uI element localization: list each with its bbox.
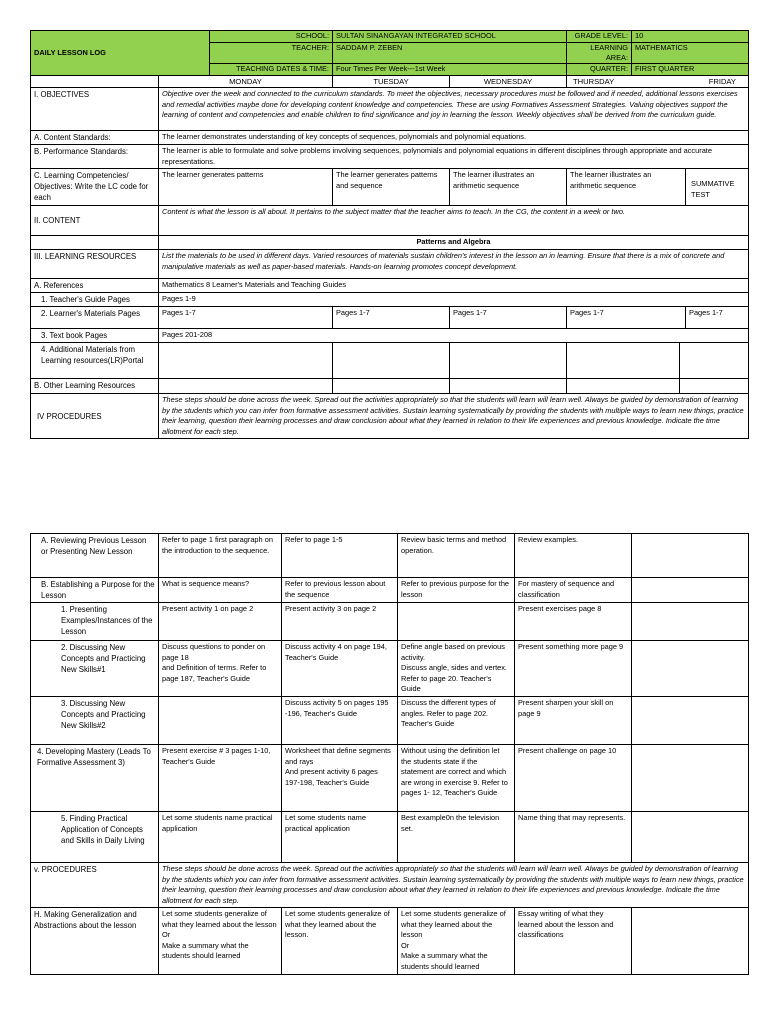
lesson-log-table-page1 xyxy=(30,30,749,439)
performance-standards-label: B. Performance Standards: xyxy=(31,145,159,169)
dates-value: Four Times Per Week---1st Week xyxy=(333,64,567,76)
dates-label: TEACHING DATES & TIME: xyxy=(210,64,333,76)
purpose-tuesday: Refer to previous lesson about the sequence xyxy=(282,578,398,603)
practical-wednesday: Best example0n the television set. xyxy=(398,812,515,863)
discussing1-wednesday: Define angle based on previous activity. Discuss angle, sides and vertex. Refer to page 20. Teacher's Guide xyxy=(398,641,515,697)
discussing1-tuesday: Discuss activity 4 on page 194, Teacher's Guide xyxy=(282,641,398,697)
practical-label: 5. Finding Practical Application of Concepts and Skills in Daily Living xyxy=(31,812,159,863)
competencies-monday: The learner generates patterns xyxy=(159,169,333,206)
discussing1-label: 2. Discussing New Concepts and Practicing New Skills#1 xyxy=(31,641,159,697)
competencies-thursday: The learner illustrates an arithmetic sequence xyxy=(567,169,686,205)
presenting-label: 1. Presenting Examples/Instances of the Lesson xyxy=(31,603,159,641)
grade-label: GRADE LEVEL: xyxy=(567,31,632,43)
reviewing-wednesday: Review basic terms and method operation. xyxy=(398,534,515,578)
discussing2-wednesday: Discuss the different types of angles. Refer to page 202. Teacher's Guide xyxy=(398,697,515,745)
school-value: SULTAN SINANGAYAN INTEGRATED SCHOOL xyxy=(333,31,567,43)
generalization-tuesday: Let some students generalize of what they learned about the lesson. xyxy=(282,908,398,975)
discussing2-monday xyxy=(159,697,282,745)
discussing2-thursday: Present sharpen your skill on page 9 xyxy=(515,697,632,745)
content-topic: Patterns and Algebra xyxy=(159,236,749,250)
mastery-tuesday: Worksheet that define segments and rays And present activity 6 pages 197-198, Teacher's Guide xyxy=(282,745,398,812)
school-label: SCHOOL: xyxy=(210,31,333,43)
presenting-monday: Present activity 1 on page 2 xyxy=(159,603,282,641)
generalization-thursday: Essay writing of what they learned about the lesson and classifications xyxy=(515,908,632,975)
lm-pages-friday: Pages 1-7 xyxy=(689,308,723,317)
textbook-pages-label: 3. Text book Pages xyxy=(31,329,159,343)
presenting-tuesday: Present activity 3 on page 2 xyxy=(282,603,398,641)
competencies-wednesday: The learner illustrates an arithmetic sequence xyxy=(450,169,567,206)
generalization-label: H. Making Generalization and Abstractions about the lesson xyxy=(31,908,159,975)
quarter-value: FIRST QUARTER xyxy=(632,64,749,76)
generalization-monday: Let some students generalize of what they learned about the lesson Or Make a summary what the students should learned xyxy=(159,908,282,975)
discussing2-label: 3. Discussing New Concepts and Practicing New Skills#2 xyxy=(31,697,159,745)
objectives-label: I. OBJECTIVES xyxy=(31,88,159,131)
procedures-label: IV PROCEDURES xyxy=(31,394,159,439)
log-title: DAILY LESSON LOG xyxy=(31,31,210,76)
purpose-friday xyxy=(632,578,749,603)
tg-pages-monday: Pages 1-9 xyxy=(159,293,749,307)
purpose-wednesday: Refer to previous purpose for the lesson xyxy=(398,578,515,603)
lesson-log-table-page2 xyxy=(30,533,749,975)
discussing1-friday xyxy=(632,641,749,697)
reviewing-thursday: Review examples. xyxy=(515,534,632,578)
content-standards-text: The learner demonstrates understanding of key concepts of sequences, polynomials and polynomial equations. xyxy=(159,131,749,145)
area-label: LEARNING AREA: xyxy=(567,43,632,64)
day-friday: FRIDAY xyxy=(708,77,737,86)
lm-pages-tuesday: Pages 1-7 xyxy=(333,307,450,329)
grade-value: 10 xyxy=(632,31,749,43)
textbook-pages-monday: Pages 201-208 xyxy=(159,329,749,343)
area-value: MATHEMATICS xyxy=(632,43,749,64)
competencies-tuesday: The learner generates patterns and sequence xyxy=(333,169,450,206)
discussing2-tuesday: Discuss activity 5 on pages 195 -196, Teacher's Guide xyxy=(282,697,398,745)
content-text: Content is what the lesson is all about. It pertains to the subject matter that the teacher aims to teach. In the CG, the content in a week or two. xyxy=(159,206,749,236)
reviewing-friday xyxy=(632,534,749,578)
presenting-thursday: Present exercises page 8 xyxy=(515,603,632,641)
presenting-wednesday xyxy=(398,603,515,641)
discussing2-friday xyxy=(632,697,749,745)
teacher-label: TEACHER: xyxy=(210,43,333,64)
quarter-label: QUARTER: xyxy=(567,64,632,76)
practical-thursday: Name thing that may represents. xyxy=(515,812,632,863)
lm-pages-monday: Pages 1-7 xyxy=(159,307,333,329)
tg-pages-label: 1. Teacher's Guide Pages xyxy=(31,293,159,307)
references-label: A. References xyxy=(31,279,159,293)
discussing1-thursday: Present something more page 9 xyxy=(515,641,632,697)
generalization-friday xyxy=(632,908,749,975)
competencies-friday: SUMMATIVE TEST xyxy=(691,179,735,199)
day-wednesday: WEDNESDAY xyxy=(450,76,567,88)
reviewing-label: A. Reviewing Previous Lesson or Presenting New Lesson xyxy=(31,534,159,578)
content-label: II. CONTENT xyxy=(31,206,159,236)
lm-pages-thursday: Pages 1-7 xyxy=(567,307,686,328)
mastery-monday: Present exercise # 3 pages 1-10, Teacher's Guide xyxy=(159,745,282,812)
performance-standards-text: The learner is able to formulate and solve problems involving sequences, polynomials and polynomial equations in different disciplines through appropriate and accurate representations. xyxy=(159,145,749,169)
discussing1-monday: Discuss questions to ponder on page 18 and Definition of terms. Refer to page 187, Teacher's Guide xyxy=(159,641,282,697)
day-thursday: THURSDAY xyxy=(573,77,615,86)
additional-materials-label: 4. Additional Materials from Learning resources(LR)Portal xyxy=(31,343,159,379)
lm-pages-wednesday: Pages 1-7 xyxy=(450,307,567,329)
purpose-monday: What is sequence means? xyxy=(159,578,282,603)
mastery-wednesday: Without using the definition let the students state if the statement are correct and which are wrong in exercise 9. Refer to pages 1- 12, Teacher's Guide xyxy=(398,745,515,812)
purpose-label: B. Establishing a Purpose for the Lesson xyxy=(31,578,159,603)
procedures2-label: v. PROCEDURES xyxy=(31,863,159,908)
purpose-thursday: For mastery of sequence and classification xyxy=(515,578,632,603)
content-standards-label: A. Content Standards: xyxy=(31,131,159,145)
generalization-wednesday: Let some students generalize of what they learned about the lesson Or Make a summary what the students should learned xyxy=(398,908,515,975)
reviewing-monday: Refer to page 1 first paragraph on the introduction to the sequence. xyxy=(159,534,282,578)
lm-pages-label: 2. Learner's Materials Pages xyxy=(31,307,159,329)
practical-friday xyxy=(632,812,749,863)
resources-text: List the materials to be used in different days. Varied resources of materials sustain children's interest in the lesson an in learning. Ensure that there is a mix of concrete and manipulative materials as well as paper-based materials. Hands-on learning promotes concept development. xyxy=(159,250,749,279)
practical-tuesday: Let some students name practical application xyxy=(282,812,398,863)
reviewing-tuesday: Refer to page 1-5 xyxy=(282,534,398,578)
references-text: Mathematics 8 Learner's Materials and Teaching Guides xyxy=(159,279,749,293)
teacher-value: SADDAM P. ZEBEN xyxy=(333,43,567,64)
resources-label: III. LEARNING RESOURCES xyxy=(31,250,159,279)
day-tuesday: TUESDAY xyxy=(333,76,450,88)
mastery-friday xyxy=(632,745,749,812)
competencies-label: C. Learning Competencies/ Objectives: Write the LC code for each xyxy=(31,169,159,206)
procedures-text: These steps should be done across the week. Spread out the activities appropriately so that the students will learn will learn well. Always be guided by demonstration of learning by the students which you can infer from formative assessment activities. Sustain learning systematically by providing the students with multiple ways to learn new things, practice their learning, question their learning processes and draw conclusion about what they learned in relation to their life experiences and previous knowledge. Indicate the time allotment for each step. xyxy=(159,394,749,439)
day-monday: MONDAY xyxy=(159,76,333,88)
practical-monday: Let some students name practical application xyxy=(159,812,282,863)
objectives-text: Objective over the week and connected to the curriculum standards. To meet the objectives, necessary procedures must be followed and if needed, additional lessons exercises and remedial activities maybe done for developing content knowledge and competencies. These are using Formatives Assessment Strategies. Valuing objectives support the learning of content and competencies and enable children to find significance and joy in learning the lesson. Weekly objectives shall be derived from the curriculum guide. xyxy=(159,88,749,131)
mastery-thursday: Present challenge on page 10 xyxy=(515,745,632,812)
mastery-label: 4. Developing Mastery (Leads To Formative Assessment 3) xyxy=(31,745,159,812)
other-resources-label: B. Other Learning Resources xyxy=(31,379,159,394)
presenting-friday xyxy=(632,603,749,641)
procedures2-text: These steps should be done across the week. Spread out the activities appropriately so that the students will learn will learn well. Always be guided by demonstration of learning by the students which you can infer from formative assessment activities. Sustain learning systematically by providing the students with multiple ways to learn new things, practice their learning, question their learning processes and draw conclusion about what they learned in relation to their life experiences and previous knowledge. Indicate the time allotment for each step. xyxy=(159,863,749,908)
